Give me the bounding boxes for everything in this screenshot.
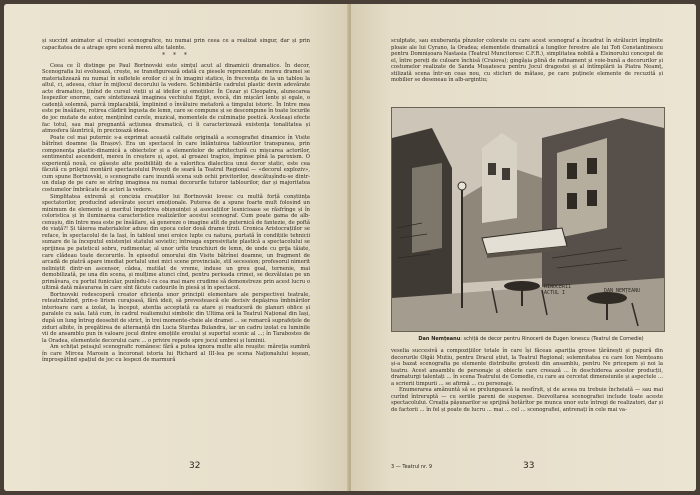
right-top-text xyxy=(391,38,663,84)
paragraph: Enumerarea amănuntă să se prelungească la nesfîrșit, și de aceea nu trebuie încheiată — sau mai curînd întreruptă — cu seriile pareni de suspense. Dezvoltarea scenografiei include toate aceste spectacolului. Creația pășunarilor se sprijină hotărîtor pe munca unor sute întregi de realizatori, dar și de factorii ... în fel și poate de lucru ... mai ... cel ... scenografiei, antrenați în cele mai va- xyxy=(391,387,663,413)
footnote: 3 — Teatrul nr. 9 xyxy=(391,464,432,470)
stage-design-sketch xyxy=(391,107,665,332)
paragraph: veselia succesivă a compozițiilor totale în care își făceau apariția grosse țărănești și papură din decorurile Olgăi Mutiu, pentru Dracul știut, la Teatrul Regional; solemnitatea cu care Ion Nemțeanu și-a bazat scenografia pe elemente distribuite grotesti din ansamblu, pentru Ne pricepem și noi la teatru. Acest ansamblu de personaje și obiecte care creează ... în deschiderea acestor producții, dramaturgi talentați ... în scena Teatrului de Comedie, cu care au cercetat dimensiunile și aspectele ... a scrierii timpurii ... se afirmă ... cu personaje. xyxy=(391,348,663,387)
right-bottom-text xyxy=(391,348,663,413)
page-number: 32 xyxy=(189,461,201,471)
section-divider: * * * xyxy=(162,52,190,60)
paragraph: Poate cel mai puternic s-a exprimat această calitate originală a scenografiei dinamice în Visite bătrînei doamne (la Brașov). Era un spectacol în care înlăntuirea tablourilor transpunea, prin componența plastic-dinamică a obiectelor și a elementelor de arhitectură cu mișcarea actorilor, sentimentul ascendent, mereu în creștere și, apoi, al groazei tragice, împinse pînă la paroxism. O experiență nouă, ce găsește alte posibilități de a valorifica dialectica unui decor static, este cea făcută cu prilejul montării spectacolului Povești de seară la Teatrul Regional — «decorul exploziv», cum spune Bortnovski, o scenografie care inundă scena sub ochii privitorilor, descătușîndu-se dintr-un dulap de pe care se strîng imaginea nu numai decorurile tuturor tablourilor, dar și majoritatea costumelor îmbrăcate de actori la vedere. xyxy=(42,134,310,194)
caption-author: Dan Nemțeanu xyxy=(418,336,461,342)
right-page xyxy=(351,4,696,491)
sketch-label-title: RINOCERII ACTUL I xyxy=(544,284,572,296)
paragraph: Simplitatea extremă și concizia creațiilor lui Bortnovski lovesc cu multă forță conștiința spectatorilor, producînd adevărate șocuri emoționale. Puterea de a spune foarte mult folosind un minimum de elemente și meritul împotriva obișnuinței și asociațiilor lesnicioase se răsfrînge și în coloristica și în iluminarea caracteristice realizărilor acestui scenograf. Cum poate gama de alb-cenușiu, din Intre mea este pe însăilare, să genereze o imagine atît de puternică de fantezie, de poftă de viață?! Și tăierea materialelor aduse din epoca celor două drame tîrzii. Cronica Aristocrațiilor se reface, în spectacolul de la Iași, în tabloul unei eroice lupte cu natura, purtată în condițiile tehnicii sumare de la începutul existenței statului sovietic; întreaga expresivitate plastică a spectacolului se sprijinea pe pateticul sobru, rudimentar, al unor urîte trunchiuri de lemn, de unde cu grija tăiate, care clădeau toate decorurile. În episodul omorului din Visite bătrînei doamne, un fragment de arcadă de piatră apare imediat portalul unei mici scene provinciale, stil secession; profesorul nimerit neliniștit dintr-un ascensor, cădea, mutilat de vreme, induse un greu goal, ternenie, mai demobilizată, pe una din scena, și mulțime atunci cînd, pentru perioada crimei, se dezvăluiau pe un primăvara, cu portul funicular, punîndu-l cu cea mai mare crudime să demonstreze prin acest lucru o ultimă dată măsurarea în care sînt făcute cadourile în piesă și în spectacol. xyxy=(42,193,310,292)
paragraph: sculptate, sau exuberanța pînzelor colorate cu care acest scenograf a încadrat în străluciri împlinite ploaie ale lui Cyrano, la Oradea; elementele dramatică a lungilor ferestre ale lui Tofi Constantinescu pentru Domnișoara Nastasia (Teatrul Muncitoresc C.F.R.), simplitatea nobilă a Elsinorului conceput de el, între pereți de culoare închisă (Craiova); gingășia plină de rafinament și voie-bună a decorurilor și costumelor realizate de Sanda Mușatescu pentru Jocul dragostei și al întîmplării la Piatra Neamț, stilizată scena într-un ceas nou, cu sticluri de mătase, pe care puținele elemente de recuzită și mobilier se deseneau în alb-argintiu; xyxy=(391,38,663,84)
paragraph: Bortnovski redescoperă creator eficiența unor principii elementare ale perspectivei teatrale, reteatralizînd, prin-o lirism curajoasă, fără ideii, să prevestească ele decisiv depășirea îmbinărilor interioare care a izolat, la început, atentia acceptată ca atare și readuceră de planuri oblice și paralele cu sala. Iată cum, în cadrul realismului simbolic din Ultima oră la Teatrul Național din Iași, după un lung întreg deosebit de strict, în trei momente-cheie ale dramei ... se remarcă suprafețele de ziduri albite, în pregătirea de alternanță din Lucia Sturdza Bulandra, iar un cadru izolat cu luminile vii de ansamblu pun în valoare jocul dintre emoțiile eroului și suportul scenic al ...; în Tarabostes de la Oradea, elementele decorului care ... o privire repede spre jocul umbrei și luminii. xyxy=(42,291,310,344)
sketch-label-signature: DAN NEMȚEANU 1964 xyxy=(604,288,641,300)
figure-caption xyxy=(391,336,671,342)
book-spread xyxy=(4,4,696,491)
left-page xyxy=(4,4,349,491)
paragraph: Am schițat peisajul scenografic românesc fără a putea ignora multe alte reușite: măreția sumbră în care Mircea Marosin a încoronat istoria lui Richard al III-lea pe scena Naționalului ieșean, împrospătînd spațiul de joc cu lespezi de marmură xyxy=(42,344,310,364)
paragraph: Ceea ce îl distinge pe Paul Bortnovski este simțul acut al dinamicii dramatice. În decor, Scenografia lui evoluează, crește, se transfigurează odată cu piesele reprezentate: mereu dramei se materializează nu numai în sufletele eroilor ci și în imagini statice, în frecvența de la un tablou la altul, ci, adesea, chiar în mijlocul decorului la vedere. Schimbările cadrului plastic devin adevărate acte dramatice, ținînd de cursul vieții și al ideilor și emoțiilor. În Cezar și Cleopatra, alunecarea lespezilor enorme, care sintetizează imaginea vechiului Egipt, evocă, din mișcări lente și egale, o cadență solemnă, parcă implacabilă, împlinind o învăluire metaforă a timpului istoric. În Intre mea este pe însăilare, rotirea clădirii îngusta de lemn, care se compune și se descompune în toate locurile de joc mutate de autor, menținînd curele, muzical, momentele de culminație poetică. Aceleași efecte fac totul, sau mai pregnantă acțiunea dramatică, ci îi caracterizează existența tonalitatea și atmosfera lăuntrică, în precizează ideea. xyxy=(42,62,310,135)
left-text-column xyxy=(42,38,310,364)
paragraph: și succint animator al creației scenografice, nu numai prin ceea ce a realizat singur, dar și prin capacitatea de a atrage spre scenă mereu alte talente. xyxy=(42,38,310,51)
caption-text: : schiță de decor pentru Rinocerii de Eugen Ionescu (Teatrul de Comedie) xyxy=(460,336,644,342)
page-number: 33 xyxy=(523,461,535,471)
